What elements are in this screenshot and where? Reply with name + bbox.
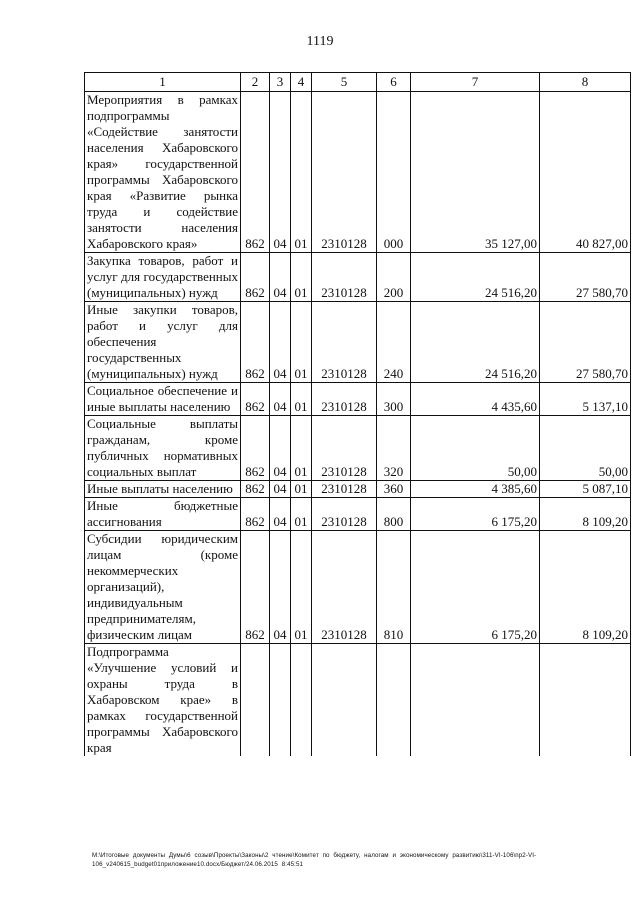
column-header: 3 — [270, 73, 291, 92]
column-header: 6 — [377, 73, 411, 92]
cell-ministry: 862 — [241, 481, 270, 498]
row-description: Иные бюджетные ассигнования — [85, 498, 241, 531]
cell-section: 04 — [270, 253, 291, 302]
cell-amount-1: 24 516,20 — [411, 253, 540, 302]
page-number: 1119 — [306, 34, 334, 49]
table-row — [85, 481, 631, 498]
cell-ministry — [241, 644, 270, 757]
row-description: Иные закупки товаров, работ и услуг для обеспечения государственных (муниципальных) нужд — [85, 302, 241, 383]
cell-subsection: 01 — [291, 92, 312, 253]
cell-amount-2: 5 087,10 — [540, 481, 631, 498]
row-description: Мероприятия в рамках подпрограммы «Содействие занятости населения Хабаровского края» государственной программы Хабаровского края «Развитие рынка труда и содействие занятости населения Хабаровского края» — [85, 92, 241, 253]
row-description: Закупка товаров, работ и услуг для государственных (муниципальных) нужд — [85, 253, 241, 302]
cell-expense-type — [377, 644, 411, 757]
cell-subsection: 01 — [291, 302, 312, 383]
cell-ministry: 862 — [241, 302, 270, 383]
cell-ministry: 862 — [241, 531, 270, 644]
cell-section: 04 — [270, 383, 291, 416]
cell-subsection: 01 — [291, 383, 312, 416]
table-row — [85, 92, 631, 253]
cell-ministry: 862 — [241, 92, 270, 253]
table-row — [85, 416, 631, 481]
cell-target-code: 2310128 — [312, 92, 377, 253]
cell-amount-2: 40 827,00 — [540, 92, 631, 253]
table-row — [85, 383, 631, 416]
cell-amount-2: 27 580,70 — [540, 302, 631, 383]
cell-subsection: 01 — [291, 531, 312, 644]
cell-ministry: 862 — [241, 383, 270, 416]
cell-amount-2 — [540, 644, 631, 757]
cell-amount-1: 6 175,20 — [411, 498, 540, 531]
cell-amount-1 — [411, 644, 540, 757]
cell-section: 04 — [270, 302, 291, 383]
cell-amount-1: 4 435,60 — [411, 383, 540, 416]
column-header: 5 — [312, 73, 377, 92]
cell-target-code: 2310128 — [312, 481, 377, 498]
cell-amount-2: 5 137,10 — [540, 383, 631, 416]
cell-target-code: 2310128 — [312, 302, 377, 383]
cell-target-code: 2310128 — [312, 498, 377, 531]
budget-table — [84, 72, 631, 756]
cell-expense-type: 240 — [377, 302, 411, 383]
cell-section: 04 — [270, 531, 291, 644]
cell-expense-type: 300 — [377, 383, 411, 416]
cell-ministry: 862 — [241, 498, 270, 531]
cell-section: 04 — [270, 92, 291, 253]
cell-amount-1: 4 385,60 — [411, 481, 540, 498]
cell-target-code: 2310128 — [312, 253, 377, 302]
cell-target-code: 2310128 — [312, 383, 377, 416]
column-header: 2 — [241, 73, 270, 92]
cell-expense-type: 800 — [377, 498, 411, 531]
row-description: Иные выплаты населению — [85, 481, 241, 498]
cell-section: 04 — [270, 481, 291, 498]
cell-expense-type: 200 — [377, 253, 411, 302]
cell-amount-1: 50,00 — [411, 416, 540, 481]
table-row — [85, 498, 631, 531]
cell-subsection: 01 — [291, 498, 312, 531]
cell-amount-1: 6 175,20 — [411, 531, 540, 644]
cell-amount-2: 8 109,20 — [540, 498, 631, 531]
row-description: Социальные выплаты гражданам, кроме публичных нормативных социальных выплат — [85, 416, 241, 481]
cell-expense-type: 360 — [377, 481, 411, 498]
cell-amount-2: 27 580,70 — [540, 253, 631, 302]
column-header: 7 — [411, 73, 540, 92]
cell-section: 04 — [270, 498, 291, 531]
table-row — [85, 302, 631, 383]
cell-expense-type: 810 — [377, 531, 411, 644]
cell-section: 04 — [270, 416, 291, 481]
cell-amount-2: 8 109,20 — [540, 531, 631, 644]
cell-amount-1: 24 516,20 — [411, 302, 540, 383]
table-row — [85, 531, 631, 644]
row-description: Социальное обеспечение и иные выплаты населению — [85, 383, 241, 416]
cell-ministry: 862 — [241, 416, 270, 481]
table-row — [85, 644, 631, 757]
cell-subsection — [291, 644, 312, 757]
row-description: Субсидии юридическим лицам (кроме некоммерческих организаций), индивидуальным предпринимателям, физическим лицам — [85, 531, 241, 644]
cell-subsection: 01 — [291, 253, 312, 302]
cell-expense-type: 320 — [377, 416, 411, 481]
column-header: 1 — [85, 73, 241, 92]
cell-expense-type: 000 — [377, 92, 411, 253]
table-row — [85, 253, 631, 302]
column-header: 4 — [291, 73, 312, 92]
header-row — [85, 73, 631, 92]
cell-amount-1: 35 127,00 — [411, 92, 540, 253]
row-description: Подпрограмма «Улучшение условий и охраны труда в Хабаровском крае» в рамках государственной программы Хабаровского края — [85, 644, 241, 757]
cell-section — [270, 644, 291, 757]
cell-subsection: 01 — [291, 481, 312, 498]
cell-target-code — [312, 644, 377, 757]
cell-target-code: 2310128 — [312, 531, 377, 644]
cell-target-code: 2310128 — [312, 416, 377, 481]
cell-subsection: 01 — [291, 416, 312, 481]
column-header: 8 — [540, 73, 631, 92]
cell-ministry: 862 — [241, 253, 270, 302]
document-path-footer: M:\Итоговые документы Думы\6 созыв\Проекты\Законы\2 чтение\Комитет по бюджету, налогам и экономическому развитию\311-VI-106\пр2-VI-106_v240615_budget01приложение10.docx/Бюджет/24.06.2015 8:45:51 — [92, 852, 537, 868]
cell-amount-2: 50,00 — [540, 416, 631, 481]
